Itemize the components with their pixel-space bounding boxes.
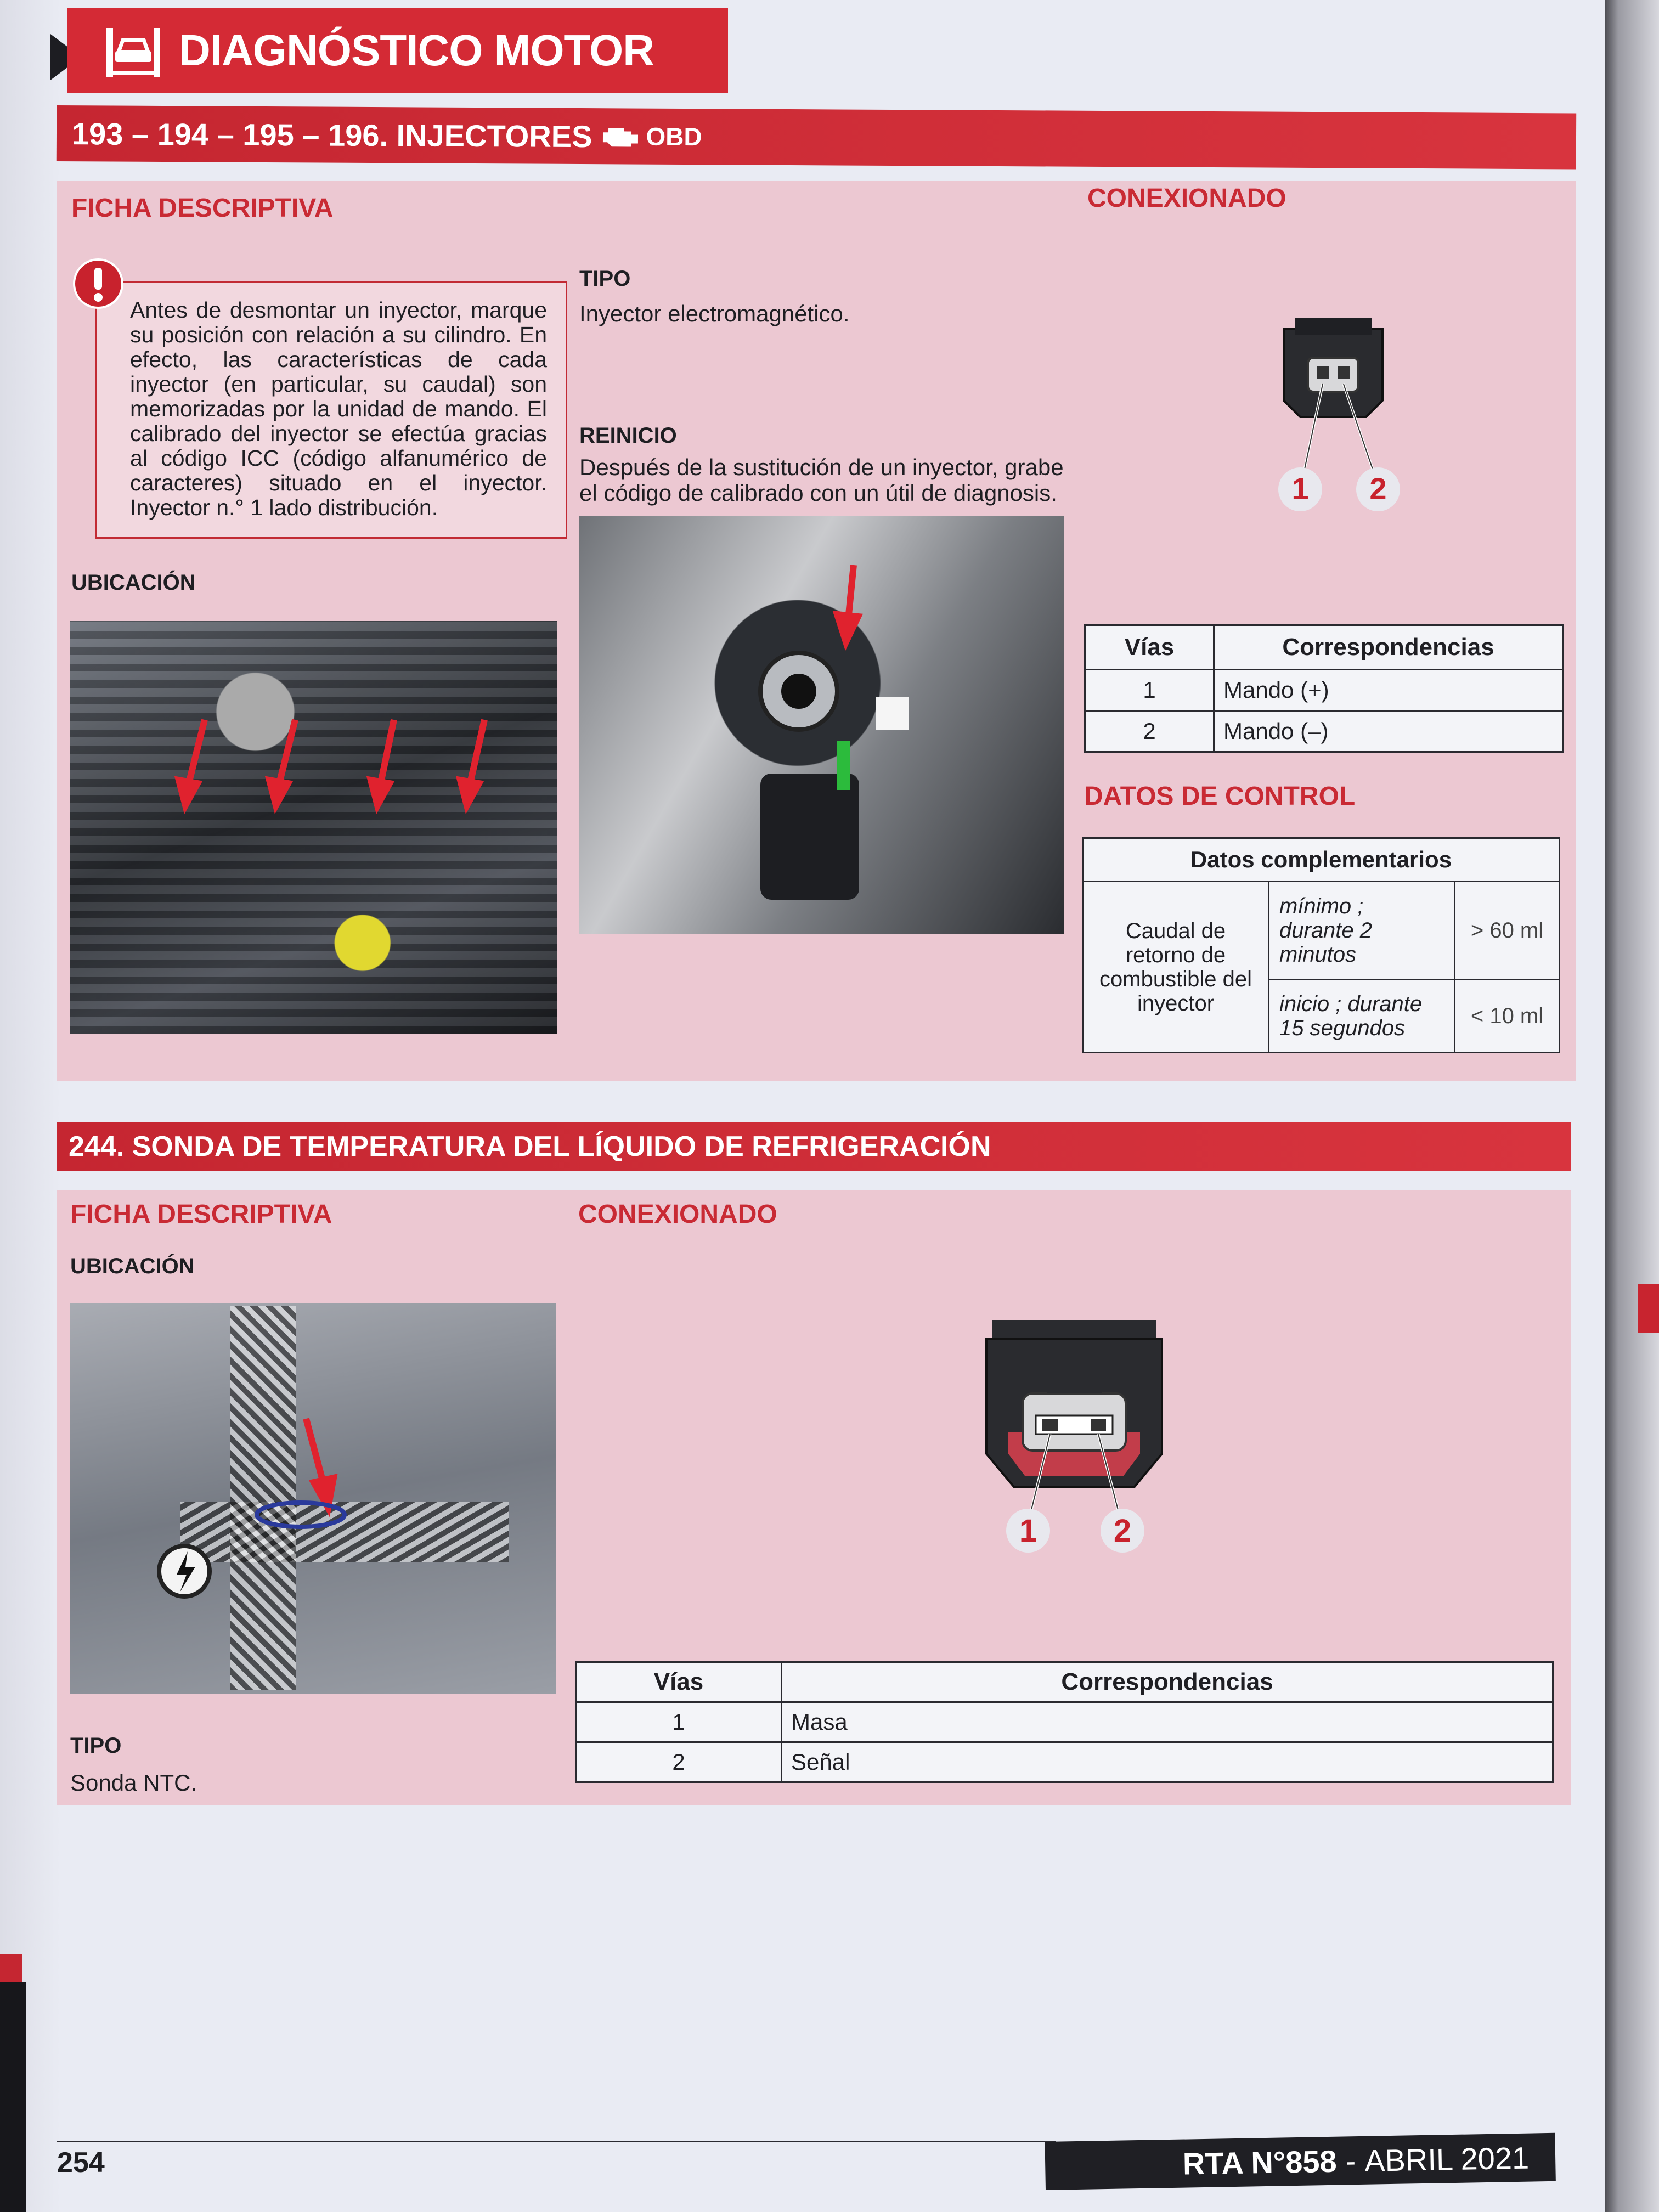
injector-arrow <box>579 516 1064 934</box>
table-cell-via: 1 <box>576 1702 782 1742</box>
table-header-row <box>1085 625 1563 670</box>
adjacent-page-red-strip <box>1638 1284 1659 1333</box>
table-cell-correspondencia: Señal <box>782 1742 1553 1782</box>
section2-banner-title: 244. SONDA DE TEMPERATURA DEL LÍQUIDO DE REFRIGERACIÓN <box>69 1131 991 1163</box>
header-title: DIAGNÓSTICO MOTOR <box>179 26 654 75</box>
car-lift-icon <box>103 20 163 81</box>
table-cell-via: 1 <box>1085 670 1214 711</box>
table-header-row <box>576 1662 1553 1702</box>
sensor-pinout-table <box>575 1661 1554 1783</box>
table-row <box>576 1742 1553 1782</box>
table-cell-via: 2 <box>576 1742 782 1782</box>
table-header-vias: Vías <box>1085 625 1214 670</box>
table-header-correspondencias: Correspondencias <box>782 1662 1553 1702</box>
datos-table-header: Datos complementarios <box>1083 838 1560 882</box>
datos-control-heading: DATOS DE CONTROL <box>1084 782 1356 811</box>
datos-control-table <box>1082 837 1560 1053</box>
table-cell-correspondencia: Mando (–) <box>1214 711 1563 752</box>
coolant-sensor-location-photo <box>70 1304 556 1694</box>
section2-ubicacion-heading: UBICACIÓN <box>70 1254 195 1278</box>
footer-separator: - <box>1345 2143 1356 2178</box>
table-row <box>576 1702 1553 1742</box>
reinicio-heading: REINICIO <box>579 424 677 448</box>
coolant-sensor-connector-diagram <box>970 1317 1178 1558</box>
sensor-pin-1-label: 1 <box>1019 1513 1037 1549</box>
caudal-label-cell: Caudal de retorno de combustible del inyector <box>1083 882 1269 1053</box>
table-row <box>1085 670 1563 711</box>
page-number: 254 <box>57 2147 105 2179</box>
section1-banner-title: 193 – 194 – 195 – 196. INJECTORES <box>71 116 592 154</box>
obd-badge: OBD <box>646 122 702 151</box>
table-row <box>1085 711 1563 752</box>
header-banner <box>67 8 728 93</box>
section1-conexionado-heading: CONEXIONADO <box>1087 184 1286 213</box>
side-tab-red <box>0 1954 22 1982</box>
section2-tipo-heading: TIPO <box>70 1734 122 1758</box>
table-cell-via: 2 <box>1085 711 1214 752</box>
table-header-row <box>1083 838 1560 882</box>
section1-tipo-heading: TIPO <box>579 267 631 291</box>
exclamation-warning-icon <box>72 258 124 309</box>
sensor-location-marks <box>70 1304 556 1694</box>
warning-box <box>95 281 567 539</box>
section1-tipo-text: Inyector electromagnético. <box>579 301 850 326</box>
location-arrows <box>70 621 557 1034</box>
injector-connector-diagram <box>1262 307 1404 516</box>
table-row <box>1083 882 1560 980</box>
section1-banner <box>57 105 1576 170</box>
table-header-vias: Vías <box>576 1662 782 1702</box>
table-cell-correspondencia: Masa <box>782 1702 1553 1742</box>
table-cell-correspondencia: Mando (+) <box>1214 670 1563 711</box>
section2-tipo-text: Sonda NTC. <box>70 1770 198 1796</box>
injector-pin-2-label: 2 <box>1369 471 1387 506</box>
section2-conexionado-heading: CONEXIONADO <box>578 1200 777 1229</box>
value-cell: > 60 ml <box>1455 882 1560 980</box>
footer-rule <box>57 2141 1056 2142</box>
page-shadow-left <box>0 0 60 2212</box>
condition-cell: inicio ; durante 15 segundos <box>1269 980 1455 1053</box>
section1-ficha-heading: FICHA DESCRIPTIVA <box>71 194 334 223</box>
section1-ubicacion-heading: UBICACIÓN <box>71 571 196 595</box>
sensor-pin-2-label: 2 <box>1113 1513 1132 1549</box>
condition-cell: mínimo ; durante 2 minutos <box>1269 882 1455 980</box>
side-tab-black <box>0 1982 26 2212</box>
section2-ficha-heading: FICHA DESCRIPTIVA <box>70 1200 332 1229</box>
injector-pinout-table <box>1084 624 1564 753</box>
table-header-correspondencias: Correspondencias <box>1214 625 1563 670</box>
magazine-number: RTA N°858 <box>1182 2143 1338 2181</box>
warning-text: Antes de desmontar un inyector, marque su posición con relación a su cilindro. En efecto, las características de cada inyector (en particular, su caudal) son memorizadas por la unidad de mando. El calibrado del inyector se efectúa gracias al código ICC (código alfanumérico de caracteres) situado en el inyector. Inyector n.° 1 lado distribución. <box>130 297 547 520</box>
engine-icon <box>600 122 642 150</box>
engine-injectors-photo <box>70 621 557 1034</box>
footer-magazine-bar <box>1045 2133 1555 2190</box>
injector-pin-1-label: 1 <box>1291 471 1309 506</box>
adjacent-page-edge <box>1605 0 1659 2212</box>
magazine-issue: ABRIL 2021 <box>1364 2140 1530 2178</box>
injector-closeup-photo <box>579 516 1064 934</box>
value-cell: < 10 ml <box>1455 980 1560 1053</box>
section2-banner <box>57 1122 1571 1171</box>
reinicio-text: Después de la sustitución de un inyector, grabe el código de calibrado con un útil de diagnosis. <box>579 454 1064 506</box>
